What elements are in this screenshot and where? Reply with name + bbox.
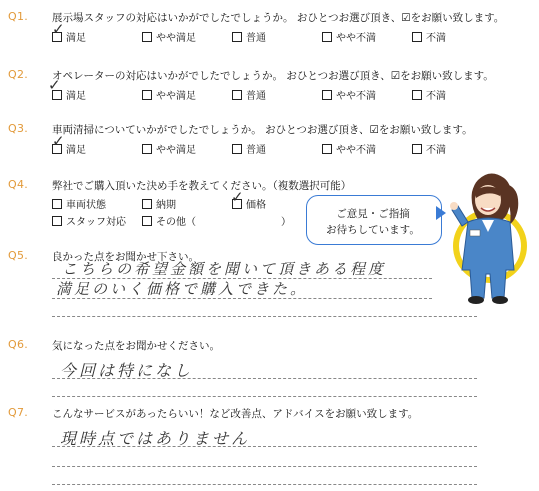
q3-question: 車両清掃についていかがでしたでしょうか。 おひとつお選び頂き、☑をお願い致します。 — [52, 124, 473, 136]
q4-checkmark-icon: ✓ — [231, 188, 244, 206]
q3-number: Q3. — [8, 122, 29, 135]
q3-option-5[interactable]: 不満 — [412, 141, 446, 156]
q3-option-3[interactable]: 普通 — [232, 141, 266, 156]
checkbox[interactable] — [142, 216, 152, 226]
q6-answer-line-1 — [52, 378, 477, 379]
q2-checkmark-icon: ✓ — [48, 76, 61, 94]
q4-option-delivery-date[interactable]: 納期 — [142, 196, 176, 211]
q4-option-vehicle-condition[interactable]: 車両状態 — [52, 196, 106, 211]
q2-number: Q2. — [8, 68, 29, 81]
checkbox[interactable] — [322, 144, 332, 154]
checkbox[interactable] — [142, 144, 152, 154]
q4-other-close-paren: ） — [281, 217, 291, 228]
q2-option-5[interactable]: 不満 — [412, 87, 446, 102]
checkbox[interactable] — [232, 32, 242, 42]
q1-question: 展示場スタッフの対応はいかがでしたでしょうか。 おひとつお選び頂き、☑をお願い致します。 — [52, 12, 505, 24]
q5-answer-line-2 — [52, 298, 432, 299]
q3-option-2[interactable]: やや満足 — [142, 141, 196, 156]
q6-number: Q6. — [8, 338, 29, 351]
q2-option-3[interactable]: 普通 — [232, 87, 266, 102]
mascot-left-shoe — [468, 296, 484, 304]
q6-answer-line-2 — [52, 396, 477, 397]
q4-number: Q4. — [8, 178, 29, 191]
q1-option-3[interactable]: 普通 — [232, 29, 266, 44]
q7-answer-line-2 — [52, 466, 477, 467]
q1-checkmark-icon: ✓ — [52, 20, 65, 38]
checkbox[interactable] — [412, 32, 422, 42]
q7-number: Q7. — [8, 406, 29, 419]
q1-option-4[interactable]: やや不満 — [322, 29, 376, 44]
checkbox[interactable] — [142, 32, 152, 42]
bubble-line-1: ご意見・ご指摘 — [336, 208, 410, 220]
q1-number: Q1. — [8, 10, 29, 23]
checkbox[interactable] — [52, 199, 62, 209]
checkbox[interactable] — [142, 199, 152, 209]
q5-answer-line-3 — [52, 316, 477, 317]
q4-question: 弊社でご購入頂いた決め手を教えてください。（複数選択可能） — [52, 180, 352, 192]
q2-option-4[interactable]: やや不満 — [322, 87, 376, 102]
q7-question: こんなサービスがあったらいい！など改善点、アドバイスをお願い致します。 — [52, 408, 419, 420]
q5-number: Q5. — [8, 249, 29, 262]
q2-option-1[interactable]: 満足 — [52, 87, 86, 102]
mascot-right-shoe — [492, 296, 508, 304]
q7-handwritten-answer: 現時点ではありません — [60, 429, 251, 448]
q7-answer-line-1 — [52, 446, 477, 447]
q2-question: オペレーターの対応はいかがでしたでしょうか。 おひとつお選び頂き、☑をお願い致します。 — [52, 70, 494, 82]
q5-handwritten-answer-line-1: こちらの希望金額を聞いて頂きある程度 — [62, 260, 387, 278]
mascot-staff-illustration — [448, 170, 532, 306]
q3-option-1[interactable]: 満足 — [52, 141, 86, 156]
q1-option-5[interactable]: 不満 — [412, 29, 446, 44]
checkbox[interactable] — [322, 32, 332, 42]
q4-option-other[interactable]: その他（ — [142, 213, 196, 228]
q5-handwritten-answer-line-2: 満足のいく価格で購入できた。 — [56, 280, 309, 298]
checkbox[interactable] — [322, 90, 332, 100]
checkbox[interactable] — [232, 144, 242, 154]
q4-option-staff[interactable]: スタッフ対応 — [52, 213, 126, 228]
q5-answer-line-1 — [52, 278, 432, 279]
q1-option-2[interactable]: やや満足 — [142, 29, 196, 44]
checkbox[interactable] — [412, 144, 422, 154]
checkbox[interactable] — [232, 90, 242, 100]
q2-option-2[interactable]: やや満足 — [142, 87, 196, 102]
q4-option-price[interactable]: 価格 — [232, 196, 266, 211]
q3-option-4[interactable]: やや不満 — [322, 141, 376, 156]
bubble-line-2: お待ちしています。 — [326, 224, 420, 236]
mascot-hand — [450, 202, 458, 210]
checkbox[interactable] — [412, 90, 422, 100]
q3-checkmark-icon: ✓ — [52, 132, 65, 150]
checkbox[interactable] — [142, 90, 152, 100]
q1-option-1[interactable]: 満足 — [52, 29, 86, 44]
mascot-name-badge — [470, 230, 480, 236]
q6-question: 気になった点をお聞かせください。 — [52, 340, 220, 352]
checkbox[interactable] — [52, 216, 62, 226]
q6-handwritten-answer: 今回は特になし — [60, 361, 194, 380]
q7-answer-line-3 — [52, 484, 477, 485]
q5-question: 良かった点をお聞かせ下さい。 — [52, 251, 199, 263]
